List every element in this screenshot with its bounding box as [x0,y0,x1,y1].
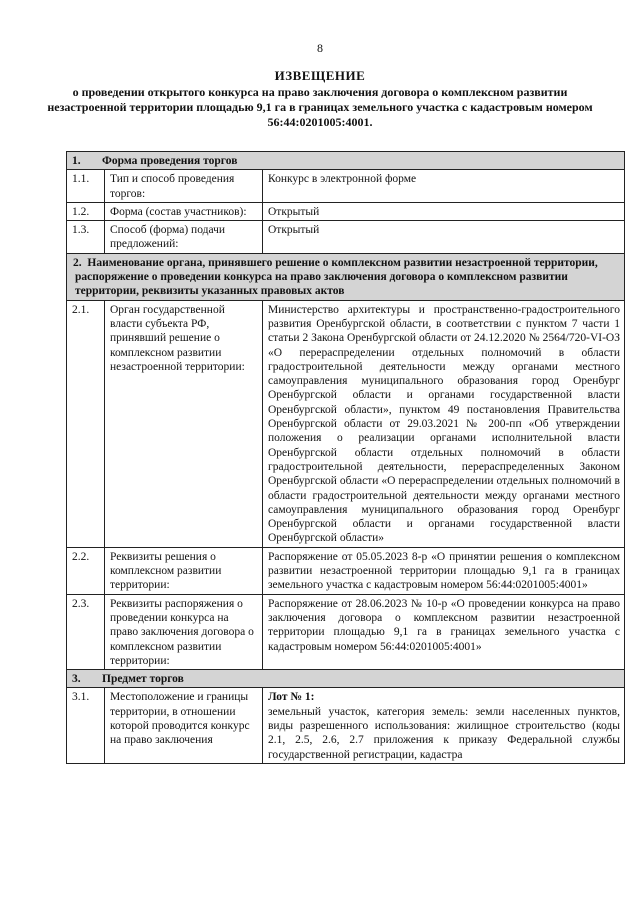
notice-table [66,151,625,764]
table-row [67,221,625,254]
row-number: 3.1. [67,688,105,763]
section-title: Предмет торгов [102,673,184,686]
row-label: Реквизиты распоряжения о проведении конкурса на право заключения договора о комплексном развитии территории: [105,594,263,669]
row-number: 2.1. [67,300,105,547]
row-label: Тип и способ проведения торгов: [105,170,263,203]
row-number: 1.2. [67,202,105,220]
section-header-1 [67,152,625,170]
table-row [67,594,625,669]
table-row [67,170,625,203]
table-row [67,547,625,594]
table-row [67,300,625,547]
page-number: 8 [317,41,323,55]
table-row [67,688,625,763]
row-label: Реквизиты решения о комплексном развитии территории: [105,547,263,594]
row-label: Способ (форма) подачи предложений: [105,221,263,254]
notice-title: ИЗВЕЩЕНИЕ [274,68,366,83]
lot-description: земельный участок, категория земель: земли населенных пунктов, виды разрешенного использования: жилищное строительство (коды 2.1, 2.5, 2.6, 2.7 приложения к приказу Федеральной службы государственной регистрации, кадастра [268,705,620,761]
row-number: 1.1. [67,170,105,203]
row-value: Открытый [263,221,625,254]
section-header-2 [67,253,625,300]
notice-header [40,68,600,130]
row-value: Распоряжение от 28.06.2023 № 10-р «О проведении конкурса на право заключения договора о комплексном развитии незастроенной территории площадью 9,1 га в границах земельного участка с кадастровым номером 56:44:0201005:4001» [263,594,625,669]
section-number: 2. [73,256,82,269]
section-title: Наименование органа, принявшего решение о комплексном развитии незастроенной территории, распоряжение о проведении конкурса на право заключения договора о комплексном развитии территории, реквизиты указанных правовых актов [75,256,598,298]
row-label: Орган государственной власти субъекта РФ, принявший решение о комплексном развитии незастроенной территории: [105,300,263,547]
row-value: Министерство архитектуры и пространственно-градостроительного развития Оренбургской области, в соответствии с пунктом 7 части 1 статьи 2 Закона Оренбургской области от 24.12.2020 № 2564/720-VI-ОЗ «О перераспределении отдельных полномочий в области градостроительной деятельности между органами местного самоуправления муниципального образования город Оренбург Оренбургской области и органами государственной власти Оренбургской области», пунктом 49 постановления Правительства Оренбургской области от 29.03.2021 № 200-пп «Об утверждении положения о реализации органами исполнительной власти Оренбургской области отдельных полномочий в области градостроительной деятельности, перераспределенных Законом Оренбургской области «О перераспределении отдельных полномочий в области градостроительной деятельности между органами местного самоуправления муниципального образования город Оренбург Оренбургской области и органами государственной власти Оренбургской области» [263,300,625,547]
row-value: Открытый [263,202,625,220]
row-label: Местоположение и границы территории, в отношении которой проводится конкурс на право заключения [105,688,263,763]
lot-label: Лот № 1: [268,691,315,704]
row-number: 1.3. [67,221,105,254]
row-value: Конкурс в электронной форме [263,170,625,203]
row-number: 2.2. [67,547,105,594]
section-number: 1. [72,155,81,167]
row-number: 2.3. [67,594,105,669]
table-row [67,202,625,220]
row-label: Форма (состав участников): [105,202,263,220]
section-number: 3. [72,673,81,686]
section-header-3 [67,670,625,688]
row-value [263,688,625,763]
notice-subtitle: о проведении открытого конкурса на право заключения договора о комплексном развитии незастроенной территории площадью 9,1 га в границах земельного участка с кадастровым номером 56:44:0201005:4001. [47,85,593,129]
row-value: Распоряжение от 05.05.2023 8-р «О принятии решения о комплексном развитии незастроенной территории площадью 9,1 га в границах земельного участка с кадастровым номером 56:44:0201005:4001» [263,547,625,594]
section-title: Форма проведения торгов [102,155,238,167]
